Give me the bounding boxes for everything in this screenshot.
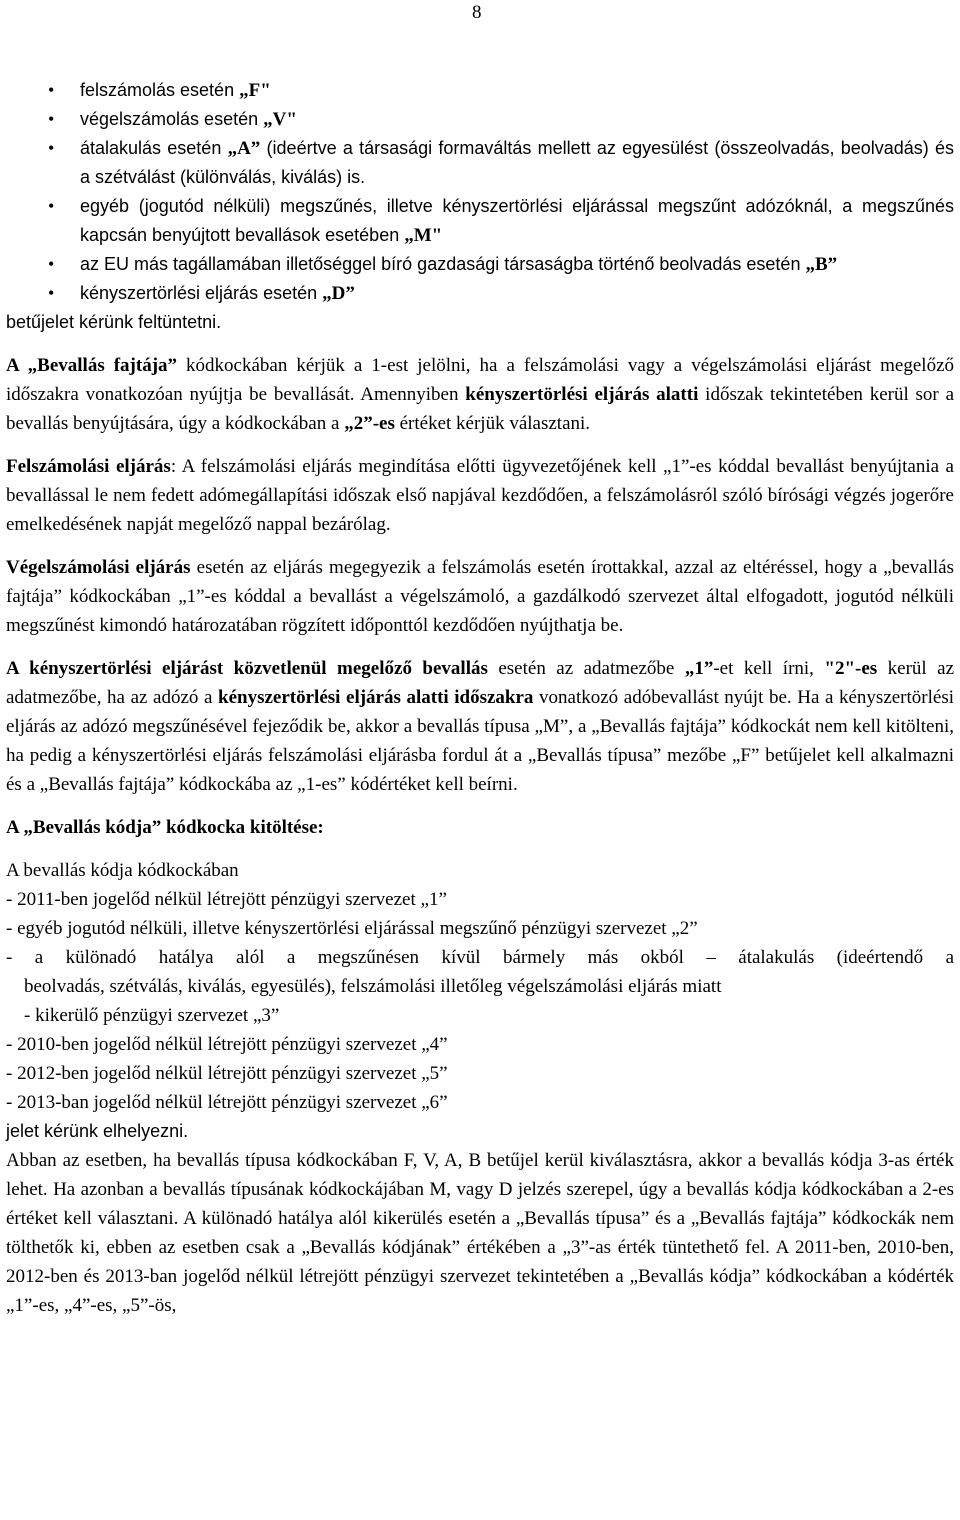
bold-text: kényszertörlési eljárás alatti xyxy=(465,384,699,405)
item-text: az EU más tagállamában illetőséggel bíró gazdasági társaságba történő beolvadás esetén xyxy=(80,254,806,274)
list-item: - a különadó hatálya alól a megszűnésen kívül bármely más okból – átalakulás (ideértendő a xyxy=(6,947,954,968)
paragraph-felszamolasi-eljaras xyxy=(6,452,954,539)
bold-text: „2”-es xyxy=(344,413,395,434)
item-text: kényszertörlési eljárás esetén xyxy=(80,283,323,303)
list-item-continuation: beolvadás, szétválás, kiválás, egyesülés), felszámolási illetőleg végelszámolási eljárás miatt xyxy=(24,976,722,997)
list-item: - 2011-ben jogelőd nélkül létrejött pénzügyi szervezet „1” xyxy=(6,889,447,910)
code-letter: „B” xyxy=(805,254,838,275)
text: értéket kérjük választani. xyxy=(394,413,591,434)
text: kódkockában kérjük a 1-est jelölni, ha a felszámolási vagy a végelszámolási eljárást megelőző időszakra vonatkozóan nyújtja be bevallását. Amennyiben xyxy=(6,355,955,405)
bevallas-kodja-list xyxy=(6,856,954,1146)
page-number: 8 xyxy=(472,2,482,23)
list-item xyxy=(80,134,954,192)
text: vonatkozó adóbevallást nyújt be. Ha a kényszertörlési eljárás az adózó megszűnésével fejeződik be, akkor a bevallás típusa „M”, a „Bevallás fajtája” kódkockát nem kell kitölteni, ha pedig a kényszertörlési eljárás felszámolási eljárásba fordul át a „Bevallás típusa” mezőbe „F” betűjelet kell alkalmazni és a „Bevallás fajtája” kódkockába az „1-es” kódértéket kell beírni. xyxy=(6,687,954,795)
list-item: - egyéb jogutód nélküli, illetve kényszertörlési eljárással megszűnő pénzügyi szervezet „2” xyxy=(6,918,698,939)
paragraph-kenyszertorles xyxy=(6,654,954,799)
text: : A felszámolási eljárás megindítása előtti ügyvezetőjének kell „1”-es kóddal bevallást benyújtania a bevallással le nem fedett adómegállapítási időszak első napjával kezdődően, a felszámolásról szóló bírósági végzés jogerőre emelkedésének napját megelőző nappal bezárólag. xyxy=(6,456,954,535)
text: kerül az adatmezőbe, ha az adózó a xyxy=(6,658,955,708)
list-item: - 2010-ben jogelőd nélkül létrejött pénzügyi szervezet „4” xyxy=(6,1034,448,1055)
item-text: (ideértve a társasági formaváltás mellett az egyesülést (összeolvadás, beolvadás) és a szétválást (különválás, kiválás) is. xyxy=(80,138,954,187)
list-item xyxy=(80,279,954,308)
bold-text: A kényszertörlési eljárást közvetlenül megelőző bevallás xyxy=(6,658,488,679)
list-item xyxy=(80,76,954,105)
document-body xyxy=(6,76,954,1320)
list-outro: jelet kérünk elhelyezni. xyxy=(6,1121,189,1141)
list-item: - 2012-ben jogelőd nélkül létrejött pénzügyi szervezet „5” xyxy=(6,1063,448,1084)
code-letter: „F" xyxy=(239,80,271,101)
paragraph-vegelszamolasi-eljaras xyxy=(6,553,954,640)
item-text: egyéb (jogutód nélküli) megszűnés, illetve kényszertörlési eljárással megszűnt adózóknál, a megszűnés kapcsán benyújtott bevallások esetében xyxy=(80,196,954,245)
item-text: végelszámolás esetén xyxy=(80,109,264,129)
bold-text: „1” xyxy=(684,658,714,679)
bold-text: kényszertörlési eljárás alatti időszakra xyxy=(218,687,534,708)
text: esetén az eljárás megegyezik a felszámolás esetén írottakkal, azzal az eltéréssel, hogy a „bevallás fajtája” kódkockában „1”-es kóddal a bevallást a végelszámoló, a gazdálkodó szervezet által elfogadott, jogutód nélküli megszűnést kimondó határozatában rögzített időponttól kezdődően nyújthatja be. xyxy=(6,557,954,636)
text: esetén az adatmezőbe xyxy=(487,658,685,679)
bold-text: Végelszámolási eljárás xyxy=(6,557,191,578)
bold-text: Felszámolási eljárás xyxy=(6,456,171,477)
code-letter: „V" xyxy=(263,109,297,130)
code-letter: „D” xyxy=(322,283,355,304)
item-text: felszámolás esetén xyxy=(80,80,240,100)
text: időszak tekintetében kerül sor a bevallás benyújtására, úgy a kódkockában a xyxy=(6,384,955,434)
text: -et kell írni, xyxy=(713,658,825,679)
list-item-continuation: - kikerülő pénzügyi szervezet „3” xyxy=(24,1005,280,1026)
code-letter: „A” xyxy=(227,138,261,159)
item-text: átalakulás esetén xyxy=(80,138,228,158)
list-item xyxy=(80,250,954,279)
bold-text: A „Bevallás fajtája” xyxy=(6,355,178,376)
list-item xyxy=(80,105,954,134)
list-item xyxy=(80,192,954,250)
list-intro: A bevallás kódja kódkockában xyxy=(6,860,239,881)
bevallas-tipusa-list xyxy=(6,76,954,308)
paragraph-bevallas-kodja-rules: Abban az esetben, ha bevallás típusa kódkockában F, V, A, B betűjel kerül kiválasztásra, akkor a bevallás kódja 3-as érték lehet. Ha azonban a bevallás típusának kódkockájában M, vagy D jelzés szerepel, úgy a bevallás kódja kódkockában a 2-es értéket kell választani. A különadó hatálya alól kikerülés esetén a „Bevallás típusa” és a „Bevallás fajtája” kódkockák nem tölthetők ki, ebben az esetben csak a „Bevallás kódjának” értékében a „3”-as érték tüntethető fel. A 2011-ben, 2010-ben, 2012-ben és 2013-ban jogelőd nélkül létrejött pénzügyi szervezet tekintetében a „Bevallás kódja” kódkockában a kódérték „1”-es, „4”-es, „5”-ös, xyxy=(6,1150,954,1316)
section-heading: A „Bevallás kódja” kódkocka kitöltése: xyxy=(6,817,324,838)
bold-text: "2"-es xyxy=(824,658,878,679)
list-item: - 2013-ban jogelőd nélkül létrejött pénzügyi szervezet „6” xyxy=(6,1092,448,1113)
paragraph-bevallas-fajtaja xyxy=(6,351,954,438)
after-bullets-text: betűjelet kérünk feltüntetni. xyxy=(6,312,222,332)
code-letter: „M" xyxy=(404,225,443,246)
